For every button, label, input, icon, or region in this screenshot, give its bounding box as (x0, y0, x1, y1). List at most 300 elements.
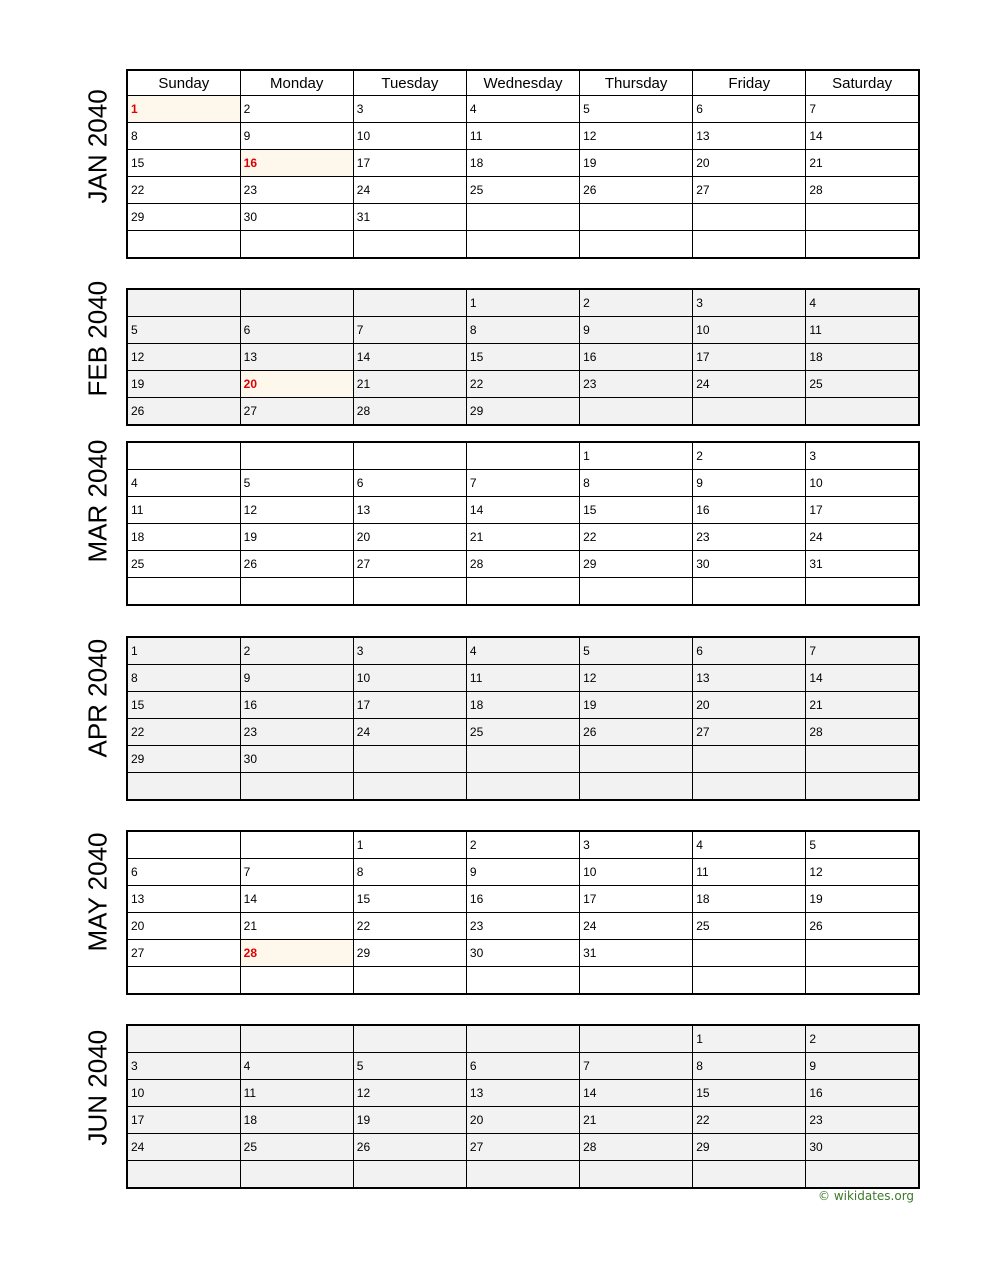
day-cell: 28 (353, 398, 466, 426)
day-cell: 29 (127, 746, 240, 773)
day-cell: 21 (806, 692, 919, 719)
day-cell (693, 773, 806, 801)
day-cell: 10 (353, 123, 466, 150)
day-cell (693, 204, 806, 231)
holiday-day-cell: 28 (240, 940, 353, 967)
day-cell: 10 (806, 470, 919, 497)
day-cell: 13 (466, 1080, 579, 1107)
week-row (127, 637, 919, 665)
day-cell: 27 (353, 551, 466, 578)
day-cell: 9 (466, 859, 579, 886)
day-cell: 1 (693, 1025, 806, 1053)
day-cell: 18 (693, 886, 806, 913)
week-row (127, 773, 919, 801)
day-cell: 18 (466, 150, 579, 177)
day-cell (580, 398, 693, 426)
day-cell: 22 (353, 913, 466, 940)
day-cell: 25 (240, 1134, 353, 1161)
month-label: APR 2040 (82, 638, 113, 758)
day-cell: 2 (806, 1025, 919, 1053)
day-cell: 28 (806, 177, 919, 204)
day-cell: 23 (240, 177, 353, 204)
day-cell: 22 (127, 177, 240, 204)
week-row (127, 859, 919, 886)
day-cell: 23 (240, 719, 353, 746)
day-cell (466, 204, 579, 231)
day-cell: 30 (240, 746, 353, 773)
day-cell: 3 (127, 1053, 240, 1080)
day-cell: 14 (240, 886, 353, 913)
day-cell: 4 (127, 470, 240, 497)
day-cell (127, 289, 240, 317)
day-cell: 19 (353, 1107, 466, 1134)
week-row (127, 231, 919, 259)
day-cell: 7 (806, 637, 919, 665)
day-cell: 1 (127, 637, 240, 665)
day-cell: 25 (466, 719, 579, 746)
day-cell: 3 (806, 442, 919, 470)
day-cell: 17 (127, 1107, 240, 1134)
day-cell: 18 (127, 524, 240, 551)
day-cell: 7 (580, 1053, 693, 1080)
day-cell (240, 289, 353, 317)
day-cell: 22 (127, 719, 240, 746)
day-cell: 17 (580, 886, 693, 913)
weekday-header: Monday (240, 70, 353, 96)
holiday-day-cell: 1 (127, 96, 240, 123)
month-table (126, 69, 920, 259)
day-cell (580, 204, 693, 231)
day-cell (240, 773, 353, 801)
day-cell: 5 (240, 470, 353, 497)
day-cell (466, 773, 579, 801)
day-cell: 7 (353, 317, 466, 344)
day-cell: 14 (806, 123, 919, 150)
day-cell (580, 231, 693, 259)
day-cell: 8 (127, 665, 240, 692)
day-cell (240, 578, 353, 606)
day-cell: 24 (693, 371, 806, 398)
week-row (127, 967, 919, 995)
day-cell: 3 (353, 96, 466, 123)
day-cell: 27 (693, 177, 806, 204)
day-cell: 12 (240, 497, 353, 524)
day-cell: 26 (240, 551, 353, 578)
day-cell: 8 (353, 859, 466, 886)
day-cell: 13 (127, 886, 240, 913)
day-cell: 9 (580, 317, 693, 344)
day-cell (806, 746, 919, 773)
day-cell: 17 (693, 344, 806, 371)
week-row (127, 204, 919, 231)
day-cell (353, 578, 466, 606)
day-cell: 8 (127, 123, 240, 150)
day-cell: 27 (693, 719, 806, 746)
day-cell (693, 940, 806, 967)
day-cell: 1 (580, 442, 693, 470)
month-table (126, 441, 920, 606)
holiday-day-cell: 20 (240, 371, 353, 398)
month-label: JUN 2040 (82, 1029, 113, 1146)
week-row (127, 289, 919, 317)
day-cell: 22 (693, 1107, 806, 1134)
day-cell: 19 (127, 371, 240, 398)
day-cell (580, 746, 693, 773)
day-cell: 22 (580, 524, 693, 551)
day-cell: 7 (466, 470, 579, 497)
week-row (127, 1080, 919, 1107)
week-row (127, 692, 919, 719)
day-cell: 3 (693, 289, 806, 317)
day-cell (466, 1161, 579, 1189)
day-cell: 4 (693, 831, 806, 859)
week-row (127, 123, 919, 150)
day-cell (353, 773, 466, 801)
day-cell: 25 (466, 177, 579, 204)
day-cell (127, 773, 240, 801)
day-cell: 4 (466, 96, 579, 123)
day-cell: 12 (580, 123, 693, 150)
week-row (127, 551, 919, 578)
day-cell (466, 442, 579, 470)
day-cell: 9 (240, 665, 353, 692)
weekday-header: Friday (693, 70, 806, 96)
day-cell: 12 (806, 859, 919, 886)
day-cell: 28 (580, 1134, 693, 1161)
day-cell: 29 (693, 1134, 806, 1161)
month-label: MAR 2040 (82, 439, 113, 563)
day-cell: 6 (693, 96, 806, 123)
day-cell (806, 1161, 919, 1189)
day-cell: 20 (127, 913, 240, 940)
day-cell: 23 (693, 524, 806, 551)
holiday-day-cell: 16 (240, 150, 353, 177)
weekday-header: Thursday (580, 70, 693, 96)
day-cell: 5 (353, 1053, 466, 1080)
day-cell: 15 (466, 344, 579, 371)
day-cell: 25 (693, 913, 806, 940)
day-cell: 25 (127, 551, 240, 578)
week-row (127, 746, 919, 773)
day-cell (806, 204, 919, 231)
day-cell: 9 (806, 1053, 919, 1080)
day-cell (693, 578, 806, 606)
day-cell: 26 (806, 913, 919, 940)
day-cell: 26 (353, 1134, 466, 1161)
day-cell: 14 (466, 497, 579, 524)
day-cell: 9 (693, 470, 806, 497)
day-cell: 2 (240, 96, 353, 123)
day-cell (240, 831, 353, 859)
day-cell: 10 (353, 665, 466, 692)
day-cell: 11 (693, 859, 806, 886)
day-cell (466, 578, 579, 606)
day-cell (580, 967, 693, 995)
day-cell (466, 231, 579, 259)
week-row (127, 398, 919, 426)
day-cell: 17 (353, 692, 466, 719)
day-cell: 30 (806, 1134, 919, 1161)
day-cell: 5 (580, 96, 693, 123)
weekday-header: Tuesday (353, 70, 466, 96)
week-row (127, 371, 919, 398)
day-cell (806, 773, 919, 801)
day-cell (580, 1025, 693, 1053)
day-cell (353, 231, 466, 259)
day-cell: 26 (580, 719, 693, 746)
day-cell: 21 (806, 150, 919, 177)
day-cell: 24 (806, 524, 919, 551)
day-cell: 20 (693, 150, 806, 177)
week-row (127, 442, 919, 470)
month-table (126, 636, 920, 801)
day-cell (353, 967, 466, 995)
weekday-header: Sunday (127, 70, 240, 96)
week-row (127, 665, 919, 692)
day-cell: 16 (240, 692, 353, 719)
day-cell: 10 (580, 859, 693, 886)
day-cell: 6 (693, 637, 806, 665)
day-cell: 3 (353, 637, 466, 665)
day-cell (353, 1025, 466, 1053)
day-cell: 15 (127, 150, 240, 177)
day-cell: 3 (580, 831, 693, 859)
day-cell: 31 (580, 940, 693, 967)
day-cell (127, 442, 240, 470)
day-cell: 13 (240, 344, 353, 371)
week-row (127, 886, 919, 913)
week-row (127, 1025, 919, 1053)
day-cell: 16 (693, 497, 806, 524)
week-row (127, 1053, 919, 1080)
month-label: JAN 2040 (82, 88, 113, 203)
week-row (127, 150, 919, 177)
day-cell: 25 (806, 371, 919, 398)
day-cell: 10 (693, 317, 806, 344)
day-cell: 16 (466, 886, 579, 913)
day-cell: 12 (127, 344, 240, 371)
day-cell: 2 (240, 637, 353, 665)
day-cell: 18 (806, 344, 919, 371)
day-cell: 23 (466, 913, 579, 940)
day-cell: 8 (693, 1053, 806, 1080)
day-cell (240, 1161, 353, 1189)
day-cell (806, 398, 919, 426)
day-cell: 31 (353, 204, 466, 231)
day-cell (693, 746, 806, 773)
day-cell: 6 (466, 1053, 579, 1080)
day-cell: 1 (353, 831, 466, 859)
day-cell (353, 289, 466, 317)
day-cell: 29 (580, 551, 693, 578)
week-row (127, 470, 919, 497)
day-cell: 13 (693, 123, 806, 150)
day-cell: 19 (806, 886, 919, 913)
day-cell: 20 (466, 1107, 579, 1134)
day-cell: 15 (693, 1080, 806, 1107)
day-cell: 15 (353, 886, 466, 913)
day-cell: 29 (127, 204, 240, 231)
day-cell: 5 (806, 831, 919, 859)
day-cell: 13 (693, 665, 806, 692)
day-cell (240, 1025, 353, 1053)
day-cell (127, 831, 240, 859)
month-label: FEB 2040 (82, 280, 113, 396)
day-cell: 29 (353, 940, 466, 967)
day-cell (580, 773, 693, 801)
day-cell: 30 (240, 204, 353, 231)
day-cell (693, 1161, 806, 1189)
week-row (127, 497, 919, 524)
day-cell: 15 (580, 497, 693, 524)
day-cell (806, 967, 919, 995)
day-cell: 28 (806, 719, 919, 746)
day-cell: 11 (240, 1080, 353, 1107)
week-row (127, 719, 919, 746)
day-cell: 2 (580, 289, 693, 317)
day-cell (806, 578, 919, 606)
day-cell: 2 (693, 442, 806, 470)
day-cell: 8 (466, 317, 579, 344)
day-cell (240, 231, 353, 259)
day-cell: 9 (240, 123, 353, 150)
weekday-header: Saturday (806, 70, 919, 96)
day-cell (580, 1161, 693, 1189)
day-cell: 12 (580, 665, 693, 692)
day-cell (240, 442, 353, 470)
day-cell: 24 (353, 177, 466, 204)
day-cell: 26 (127, 398, 240, 426)
day-cell: 27 (240, 398, 353, 426)
day-cell (693, 231, 806, 259)
day-cell: 6 (127, 859, 240, 886)
day-cell (127, 1161, 240, 1189)
week-row (127, 913, 919, 940)
month-label: MAY 2040 (82, 832, 113, 952)
day-cell: 4 (466, 637, 579, 665)
day-cell (806, 231, 919, 259)
month-table (126, 830, 920, 995)
day-cell: 14 (806, 665, 919, 692)
week-row (127, 1134, 919, 1161)
week-row (127, 578, 919, 606)
day-cell: 17 (806, 497, 919, 524)
day-cell: 31 (806, 551, 919, 578)
day-cell: 23 (580, 371, 693, 398)
day-cell: 30 (693, 551, 806, 578)
day-cell: 14 (580, 1080, 693, 1107)
day-cell: 7 (240, 859, 353, 886)
day-cell: 21 (466, 524, 579, 551)
week-row (127, 831, 919, 859)
weekday-header-row (127, 70, 919, 96)
day-cell (580, 578, 693, 606)
day-cell: 24 (127, 1134, 240, 1161)
weekday-header: Wednesday (466, 70, 579, 96)
day-cell: 4 (240, 1053, 353, 1080)
day-cell: 22 (466, 371, 579, 398)
credit-text[interactable]: © wikidates.org (818, 1189, 915, 1203)
day-cell: 15 (127, 692, 240, 719)
day-cell: 11 (127, 497, 240, 524)
day-cell: 21 (353, 371, 466, 398)
day-cell: 21 (580, 1107, 693, 1134)
day-cell: 8 (580, 470, 693, 497)
week-row (127, 177, 919, 204)
day-cell (693, 967, 806, 995)
week-row (127, 1161, 919, 1189)
day-cell (240, 967, 353, 995)
day-cell: 12 (353, 1080, 466, 1107)
day-cell: 16 (580, 344, 693, 371)
day-cell: 1 (466, 289, 579, 317)
day-cell (466, 1025, 579, 1053)
day-cell: 10 (127, 1080, 240, 1107)
day-cell: 16 (806, 1080, 919, 1107)
day-cell (353, 442, 466, 470)
week-row (127, 524, 919, 551)
day-cell: 2 (466, 831, 579, 859)
day-cell (127, 1025, 240, 1053)
week-row (127, 96, 919, 123)
day-cell: 20 (353, 524, 466, 551)
day-cell: 26 (580, 177, 693, 204)
day-cell: 11 (466, 123, 579, 150)
day-cell (127, 578, 240, 606)
day-cell (806, 940, 919, 967)
week-row (127, 344, 919, 371)
day-cell: 5 (580, 637, 693, 665)
day-cell (353, 1161, 466, 1189)
day-cell: 4 (806, 289, 919, 317)
day-cell: 13 (353, 497, 466, 524)
day-cell: 11 (466, 665, 579, 692)
day-cell: 5 (127, 317, 240, 344)
day-cell: 6 (240, 317, 353, 344)
day-cell: 29 (466, 398, 579, 426)
month-table (126, 288, 920, 426)
day-cell (127, 231, 240, 259)
week-row (127, 940, 919, 967)
day-cell: 24 (580, 913, 693, 940)
day-cell: 18 (466, 692, 579, 719)
day-cell: 30 (466, 940, 579, 967)
day-cell (466, 746, 579, 773)
day-cell: 23 (806, 1107, 919, 1134)
day-cell: 19 (580, 150, 693, 177)
day-cell: 28 (466, 551, 579, 578)
month-table (126, 1024, 920, 1189)
day-cell: 24 (353, 719, 466, 746)
day-cell: 18 (240, 1107, 353, 1134)
week-row (127, 317, 919, 344)
day-cell: 21 (240, 913, 353, 940)
day-cell: 19 (580, 692, 693, 719)
day-cell: 20 (693, 692, 806, 719)
day-cell: 14 (353, 344, 466, 371)
day-cell: 17 (353, 150, 466, 177)
day-cell (353, 746, 466, 773)
day-cell: 6 (353, 470, 466, 497)
week-row (127, 1107, 919, 1134)
day-cell: 11 (806, 317, 919, 344)
day-cell (127, 967, 240, 995)
day-cell (693, 398, 806, 426)
day-cell: 27 (127, 940, 240, 967)
day-cell: 27 (466, 1134, 579, 1161)
day-cell: 7 (806, 96, 919, 123)
day-cell (466, 967, 579, 995)
